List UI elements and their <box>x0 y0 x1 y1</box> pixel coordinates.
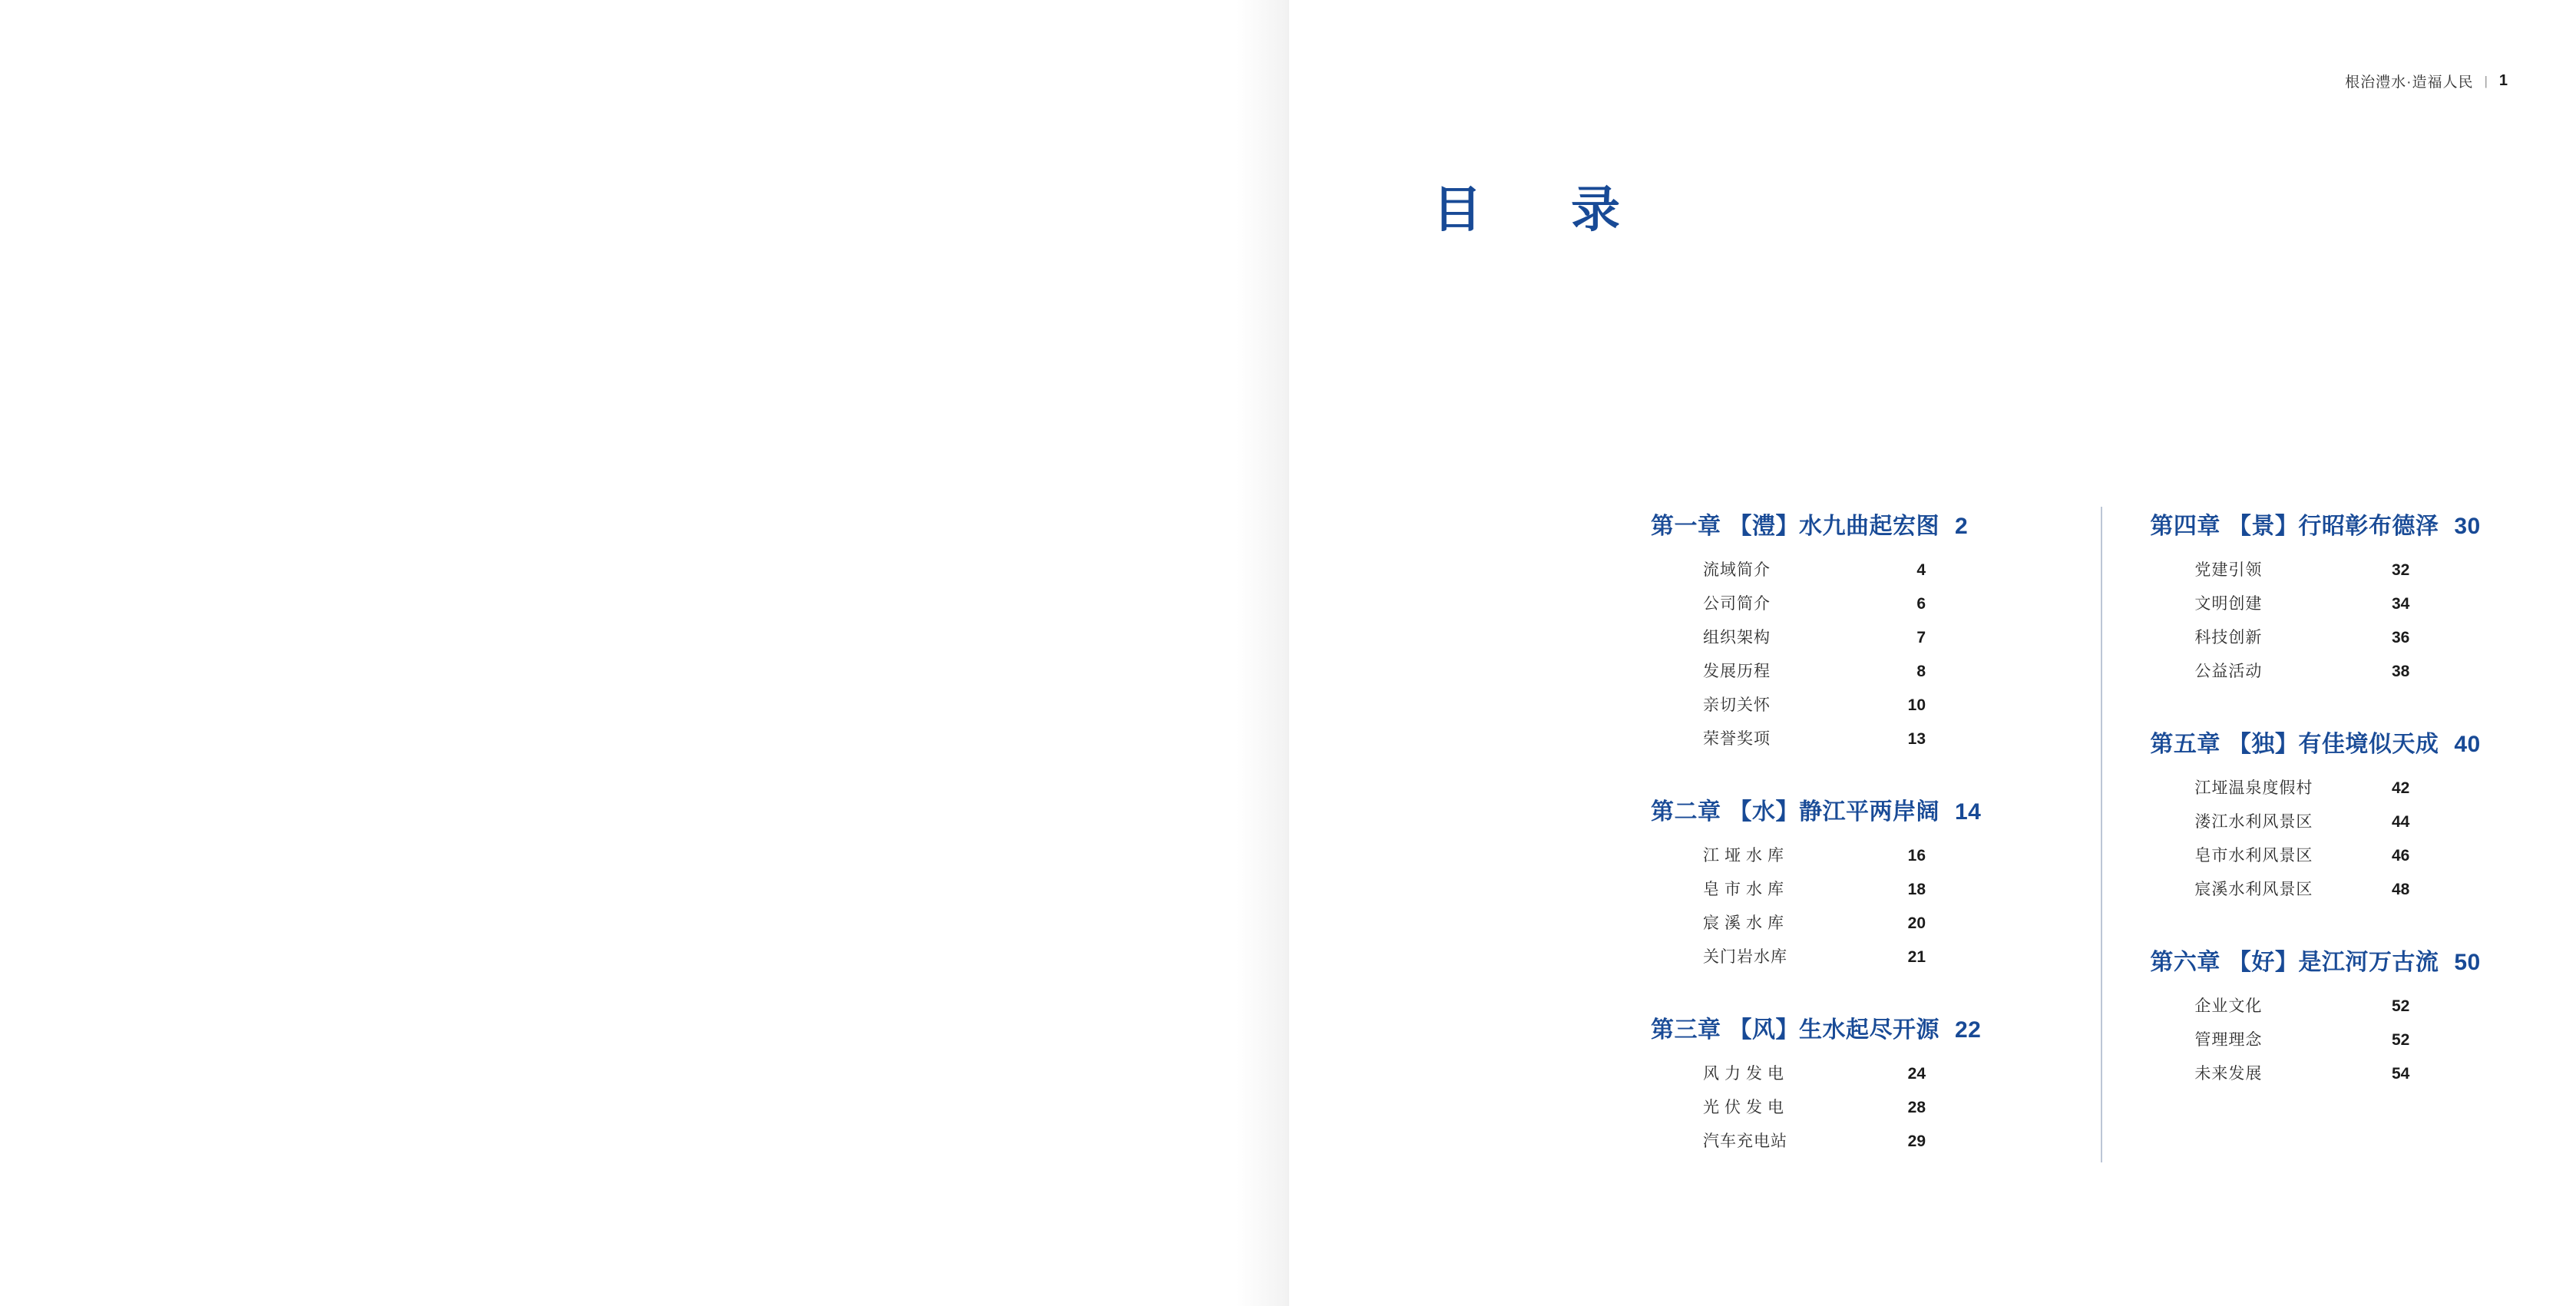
toc-chapter <box>2150 507 2511 682</box>
toc-entry[interactable] <box>1703 693 2056 716</box>
toc-chapter-heading[interactable] <box>1651 1010 2056 1044</box>
page-gutter-divider <box>1288 0 1289 1306</box>
toc-chapter-label: 第三章 <box>1651 1017 1721 1043</box>
toc-entry-list <box>1651 1061 2056 1152</box>
toc-entry-page: 48 <box>2392 881 2410 898</box>
toc-entry[interactable] <box>2194 843 2511 866</box>
toc-entry-label: 江垭水库 <box>1703 847 1789 865</box>
toc-entry[interactable] <box>1703 843 2056 866</box>
toc-entry-page: 46 <box>2392 847 2410 865</box>
toc-entry[interactable] <box>2194 1027 2511 1050</box>
toc-entry-label: 皂市水利风景区 <box>2194 847 2313 865</box>
toc-chapter-page: 50 <box>2454 950 2481 975</box>
toc-entry[interactable] <box>1703 911 2056 934</box>
toc-column-right <box>2101 507 2511 1162</box>
toc-chapter-label: 第一章 <box>1651 514 1721 539</box>
toc-entry-page: 32 <box>2392 561 2410 579</box>
toc-entry-page: 42 <box>2392 779 2410 797</box>
toc-entry-page: 38 <box>2392 663 2410 680</box>
toc-entry-page: 16 <box>1907 847 1926 865</box>
toc-entry-label: 皂市水库 <box>1703 881 1789 898</box>
toc-entry[interactable] <box>2194 775 2511 798</box>
toc-chapter-heading[interactable] <box>1651 792 2056 826</box>
toc-chapter-page: 30 <box>2454 514 2481 539</box>
toc-entry-label: 管理理念 <box>2194 1031 2263 1049</box>
toc-entry-page: 52 <box>2392 1031 2410 1049</box>
toc-entry[interactable] <box>1703 726 2056 749</box>
toc-chapter-heading[interactable] <box>2150 725 2511 759</box>
toc-entry-label: 科技创新 <box>2194 629 2263 646</box>
toc-entry[interactable] <box>1703 944 2056 967</box>
toc-chapter-heading[interactable] <box>1651 507 2056 541</box>
toc-chapter-label: 第四章 <box>2150 514 2221 539</box>
toc-column-left <box>1651 507 2056 1162</box>
toc-entry[interactable] <box>2194 557 2511 580</box>
toc-entry-label: 文明创建 <box>2194 595 2263 613</box>
running-header <box>2345 71 2508 91</box>
toc-entry[interactable] <box>2194 1061 2511 1084</box>
toc-entry-label: 企业文化 <box>2194 997 2263 1015</box>
toc-entry-label: 公益活动 <box>2194 663 2263 680</box>
toc-entry[interactable] <box>2194 994 2511 1017</box>
toc-entry[interactable] <box>2194 659 2511 682</box>
toc-entry-label: 党建引领 <box>2194 561 2263 579</box>
toc-entry-page: 29 <box>1907 1132 1926 1150</box>
toc-chapter-title: 【澧】水九曲起宏图 <box>1728 514 1939 539</box>
toc-entry-page: 36 <box>2392 629 2410 646</box>
toc-chapter <box>2150 725 2511 900</box>
toc-entry[interactable] <box>2194 809 2511 832</box>
toc-entry[interactable] <box>1703 659 2056 682</box>
toc-entry[interactable] <box>1703 625 2056 648</box>
toc-entry-label: 荣誉奖项 <box>1703 730 1771 748</box>
toc-entry-page: 52 <box>2392 997 2410 1015</box>
toc-chapter-page: 2 <box>1955 514 1969 539</box>
toc-chapter-title: 【水】静江平两岸阔 <box>1728 799 1939 825</box>
toc-entry-page: 8 <box>1916 663 1926 680</box>
toc-chapter <box>1651 1010 2056 1152</box>
toc-entry[interactable] <box>2194 591 2511 614</box>
toc-chapter-heading[interactable] <box>2150 507 2511 541</box>
toc-entry-page: 4 <box>1916 561 1926 579</box>
header-separator: | <box>2484 73 2488 88</box>
toc-chapter-label: 第六章 <box>2150 950 2221 975</box>
toc-chapter <box>1651 507 2056 749</box>
toc-entry-list <box>2150 775 2511 900</box>
toc-entry-page: 34 <box>2392 595 2410 613</box>
toc-entry[interactable] <box>1703 877 2056 900</box>
toc-chapter-page: 14 <box>1955 799 1982 825</box>
header-page-number: 1 <box>2498 72 2508 89</box>
toc-entry-label: 流域简介 <box>1703 561 1771 579</box>
toc-chapter-title: 【景】行昭彰布德泽 <box>2227 514 2439 539</box>
toc-chapter-page: 22 <box>1955 1017 1982 1043</box>
toc-chapter-title: 【好】是江河万古流 <box>2227 950 2439 975</box>
toc-entry-page: 10 <box>1907 696 1926 714</box>
toc-entry-page: 24 <box>1907 1065 1926 1083</box>
toc-entry-page: 20 <box>1907 914 1926 932</box>
toc-entry-list <box>2150 557 2511 682</box>
toc-chapter-page: 40 <box>2454 732 2481 757</box>
header-slogan: 根治澧水·造福人民 <box>2345 74 2474 91</box>
toc-entry-list <box>2150 994 2511 1084</box>
toc-entry-label: 组织架构 <box>1703 629 1771 646</box>
toc-chapter-heading[interactable] <box>2150 943 2511 977</box>
toc-entry-label: 未来发展 <box>2194 1065 2263 1083</box>
toc-entry-label: 风力发电 <box>1703 1065 1789 1083</box>
toc-entry[interactable] <box>1703 557 2056 580</box>
toc-entry[interactable] <box>1703 1061 2056 1084</box>
toc-entry-page: 21 <box>1907 948 1926 966</box>
toc-entry-label: 公司简介 <box>1703 595 1771 613</box>
toc-entry[interactable] <box>2194 877 2511 900</box>
toc-entry[interactable] <box>1703 591 2056 614</box>
toc-entry-label: 汽车充电站 <box>1703 1132 1787 1150</box>
toc-chapter <box>1651 792 2056 967</box>
toc-entry-page: 28 <box>1907 1099 1926 1116</box>
toc-chapter-label: 第五章 <box>2150 732 2221 757</box>
toc-chapter-label: 第二章 <box>1651 799 1721 825</box>
toc-entry-label: 发展历程 <box>1703 663 1771 680</box>
toc-entry[interactable] <box>2194 625 2511 648</box>
toc-chapter-title: 【独】有佳境似天成 <box>2227 732 2439 757</box>
toc-entry-label: 光伏发电 <box>1703 1099 1789 1116</box>
toc-entry-label: 关门岩水库 <box>1703 948 1787 966</box>
toc-entry-list <box>1651 557 2056 749</box>
toc-entry-page: 54 <box>2392 1065 2410 1083</box>
toc-entry-page: 18 <box>1907 881 1926 898</box>
toc-chapter <box>2150 943 2511 1084</box>
toc-entry-page: 7 <box>1916 629 1926 646</box>
toc-entry[interactable] <box>1703 1129 2056 1152</box>
toc-chapter-title: 【风】生水起尽开源 <box>1728 1017 1939 1043</box>
toc-entry-label: 溇江水利风景区 <box>2194 813 2313 831</box>
toc-entry-label: 江垭温泉度假村 <box>2194 779 2313 797</box>
toc-entry-list <box>1651 843 2056 967</box>
toc-entry-label: 宸溪水利风景区 <box>2194 881 2313 898</box>
toc-entry-label: 宸溪水库 <box>1703 914 1789 932</box>
table-of-contents <box>1651 507 2511 1162</box>
toc-entry-label: 亲切关怀 <box>1703 696 1771 714</box>
toc-entry-page: 6 <box>1916 595 1926 613</box>
page-title: 目 录 <box>1433 182 1640 237</box>
toc-entry[interactable] <box>1703 1095 2056 1118</box>
toc-entry-page: 44 <box>2392 813 2410 831</box>
toc-entry-page: 13 <box>1907 730 1926 748</box>
